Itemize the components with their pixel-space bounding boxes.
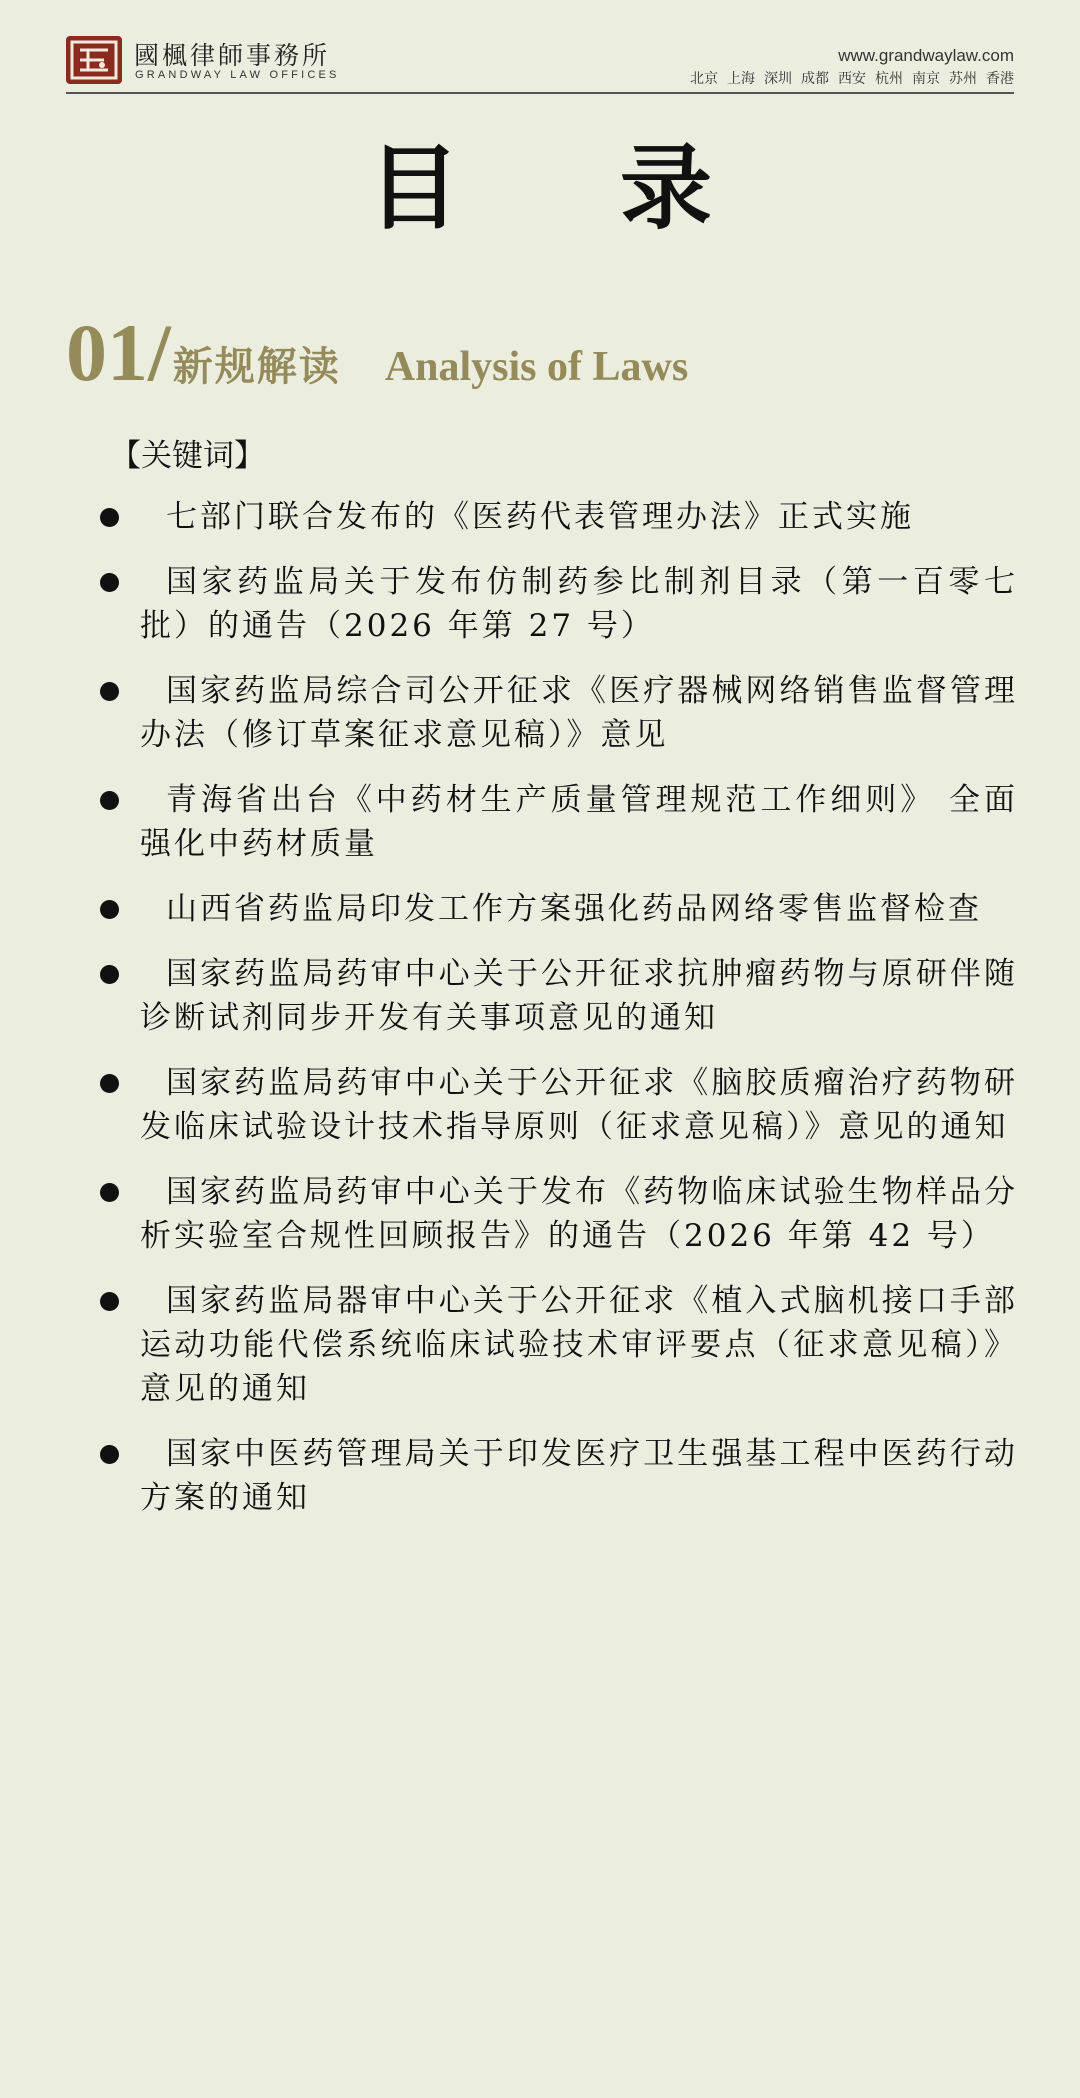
toc-item[interactable] <box>100 1279 1018 1411</box>
bullet-icon <box>100 1074 119 1093</box>
bullet-icon <box>100 573 119 592</box>
toc-list <box>100 495 1018 1541</box>
keyword-label: 【关键词】 <box>110 438 265 474</box>
city-label: 苏州 <box>949 71 977 87</box>
toc-item-text: 国家中医药管理局关于印发医疗卫生强基工程中医药行动方案的通知 <box>140 1436 1018 1516</box>
bullet-icon <box>100 1183 119 1202</box>
toc-item-text: 青海省出台《中药材生产质量管理规范工作细则》 全面强化中药材质量 <box>140 782 1018 862</box>
section-heading <box>66 307 689 398</box>
toc-item[interactable] <box>100 560 1018 648</box>
firm-name-en: GRANDWAY LAW OFFICES <box>135 69 340 81</box>
toc-item[interactable] <box>100 495 1018 539</box>
toc-item-text: 国家药监局药审中心关于公开征求抗肿瘤药物与原研伴随诊断试剂同步开发有关事项意见的通知 <box>140 956 1018 1036</box>
toc-item[interactable] <box>100 952 1018 1040</box>
firm-name-cn: 國楓律師事務所 <box>134 41 331 70</box>
bullet-icon <box>100 1445 119 1464</box>
section-number: 01/ <box>66 307 171 398</box>
toc-item[interactable] <box>100 1432 1018 1520</box>
city-label: 北京 <box>690 71 718 87</box>
toc-item-text: 山西省药监局印发工作方案强化药品网络零售监督检查 <box>166 891 982 927</box>
toc-item-text: 国家药监局器审中心关于公开征求《植入式脑机接口手部运动功能代偿系统临床试验技术审评要点（征求意见稿）》意见的通知 <box>140 1283 1018 1407</box>
office-cities <box>690 68 1014 88</box>
city-label: 香港 <box>986 71 1014 87</box>
toc-item-text: 国家药监局药审中心关于发布《药物临床试验生物样品分析实验室合规性回顾报告》的通告（2026 年第 42 号） <box>140 1174 1018 1254</box>
toc-item[interactable] <box>100 669 1018 757</box>
website-link[interactable]: www.grandwaylaw.com <box>838 46 1014 65</box>
toc-item-text: 国家药监局关于发布仿制药参比制剂目录（第一百零七批）的通告（2026 年第 27 号） <box>140 564 1018 644</box>
city-label: 杭州 <box>875 71 903 87</box>
toc-item-text: 国家药监局综合司公开征求《医疗器械网络销售监督管理办法（修订草案征求意见稿）》意见 <box>140 673 1018 753</box>
bullet-icon <box>100 1292 119 1311</box>
toc-item[interactable] <box>100 778 1018 866</box>
city-label: 南京 <box>912 71 940 87</box>
grandway-logo-icon <box>66 36 122 84</box>
bullet-icon <box>100 791 119 810</box>
section-title-en: Analysis of Laws <box>384 344 689 390</box>
city-label: 上海 <box>727 71 755 87</box>
bullet-icon <box>100 900 119 919</box>
bullet-icon <box>100 508 119 527</box>
page-title: 目录 <box>367 134 872 242</box>
city-label: 成都 <box>801 71 829 87</box>
city-label: 西安 <box>838 71 866 87</box>
bullet-icon <box>100 682 119 701</box>
section-title-cn: 新规解读 <box>172 343 341 390</box>
toc-item[interactable] <box>100 1170 1018 1258</box>
toc-item-text: 国家药监局药审中心关于公开征求《脑胶质瘤治疗药物研发临床试验设计技术指导原则（征求意见稿）》意见的通知 <box>140 1065 1018 1145</box>
toc-item[interactable] <box>100 887 1018 931</box>
city-label: 深圳 <box>764 71 792 87</box>
page-header <box>66 34 1014 94</box>
toc-item-text: 七部门联合发布的《医药代表管理办法》正式实施 <box>166 499 914 535</box>
toc-item[interactable] <box>100 1061 1018 1149</box>
bullet-icon <box>100 965 119 984</box>
